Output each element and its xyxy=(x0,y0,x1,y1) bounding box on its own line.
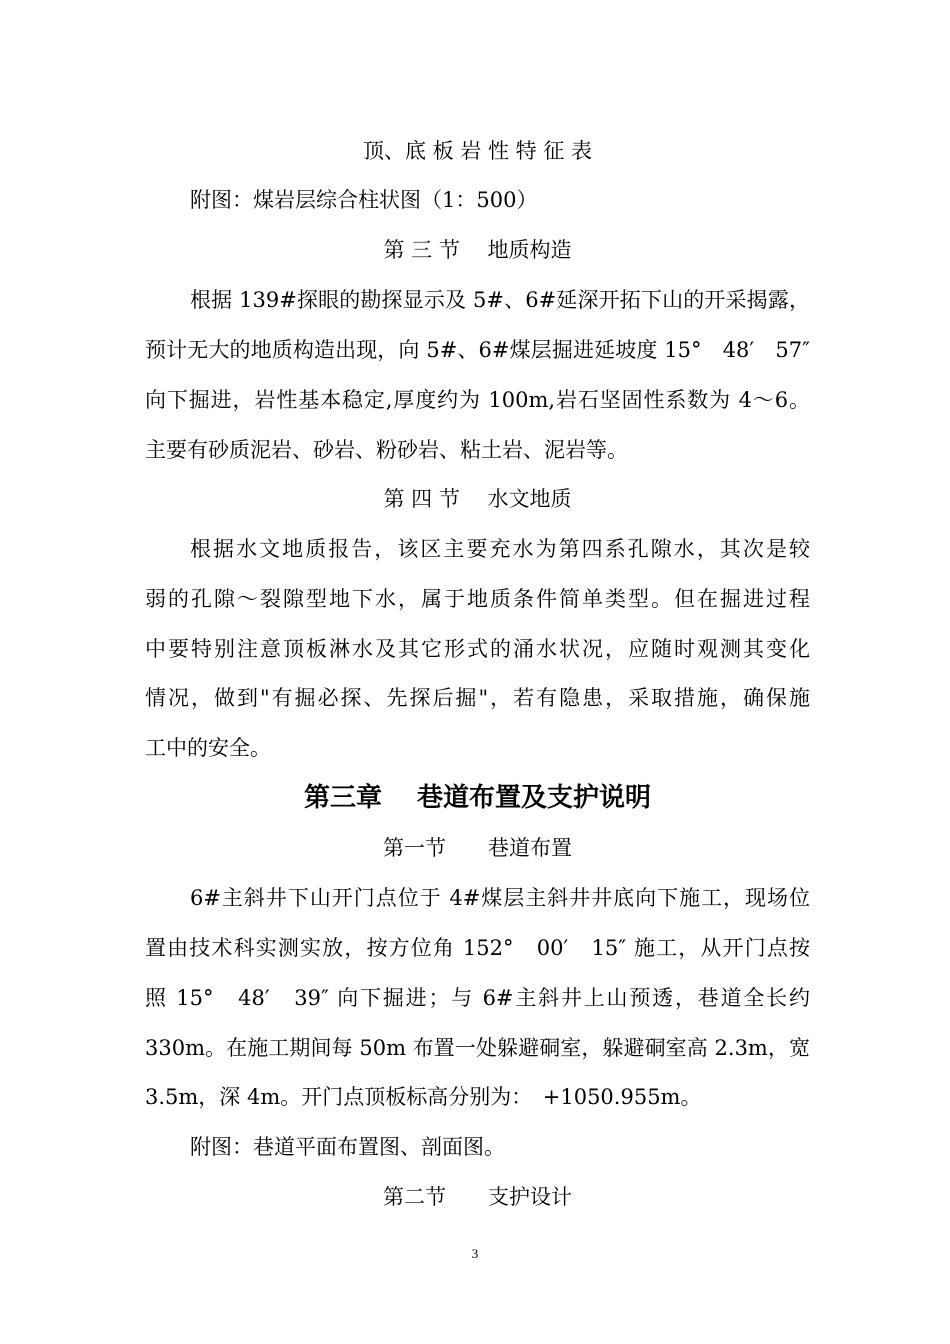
chapter-title: 第三章 巷道布置及支护说明 xyxy=(303,783,652,813)
paragraph-line: 中要特别注意顶板淋水及其它形式的涌水状况，应随时观测其变化 xyxy=(145,637,810,661)
paragraph-line: 置由技术科实测实放，按方位角 152° 00′ 15″ 施工，从开门点按 xyxy=(145,936,810,960)
paragraph-line: 主要有砂质泥岩、砂岩、粉砂岩、粘土岩、泥岩等。 xyxy=(145,438,628,462)
section-title-roadway-layout: 第一节 巷道布置 xyxy=(383,836,572,860)
paragraph-line: 预计无大的地质构造出现，向 5#、6#煤层掘进延坡度 15° 48′ 57″ xyxy=(145,338,810,362)
paragraph-line: 情况，做到"有掘必探、先探后掘"，若有隐患，采取措施，确保施 xyxy=(145,686,810,710)
section-title-hydrogeology: 第 四 节 水文地质 xyxy=(383,487,572,511)
paragraph-line: 3.5m，深 4m。开门点顶板标高分别为： +1050.955m。 xyxy=(145,1085,702,1109)
paragraph-line: 330m。在施工期间每 50m 布置一处躲避硐室，躲避硐室高 2.3m，宽 xyxy=(145,1036,810,1060)
page-number: 3 xyxy=(471,1246,479,1261)
paragraph-line: 向下掘进，岩性基本稳定,厚度约为 100m,岩石坚固性系数为 4～6。 xyxy=(145,388,810,412)
attachment-note-roadway-drawings: 附图：巷道平面布置图、剖面图。 xyxy=(190,1135,505,1159)
paragraph-line: 照 15° 48′ 39″ 向下掘进；与 6#主斜井上山预透，巷道全长约 xyxy=(145,986,810,1010)
paragraph-line: 弱的孔隙～裂隙型地下水，属于地质条件简单类型。但在掘进过程 xyxy=(145,587,810,611)
section-title-support-design: 第二节 支护设计 xyxy=(383,1185,572,1209)
paragraph-line: 工中的安全。 xyxy=(145,736,271,760)
paragraph-line: 根据 139#探眼的勘探显示及 5#、6#延深开拓下山的开采揭露， xyxy=(190,288,810,312)
paragraph-line: 6#主斜井下山开门点位于 4#煤层主斜井井底向下施工，现场位 xyxy=(190,886,810,910)
attachment-note-column-chart: 附图：煤岩层综合柱状图（1：500） xyxy=(190,188,538,212)
section-title-geological-structure: 第 三 节 地质构造 xyxy=(383,238,572,262)
paragraph-line: 根据水文地质报告，该区主要充水为第四系孔隙水，其次是较 xyxy=(190,537,810,561)
table-caption: 顶、底 板 岩 性 特 征 表 xyxy=(362,139,593,163)
